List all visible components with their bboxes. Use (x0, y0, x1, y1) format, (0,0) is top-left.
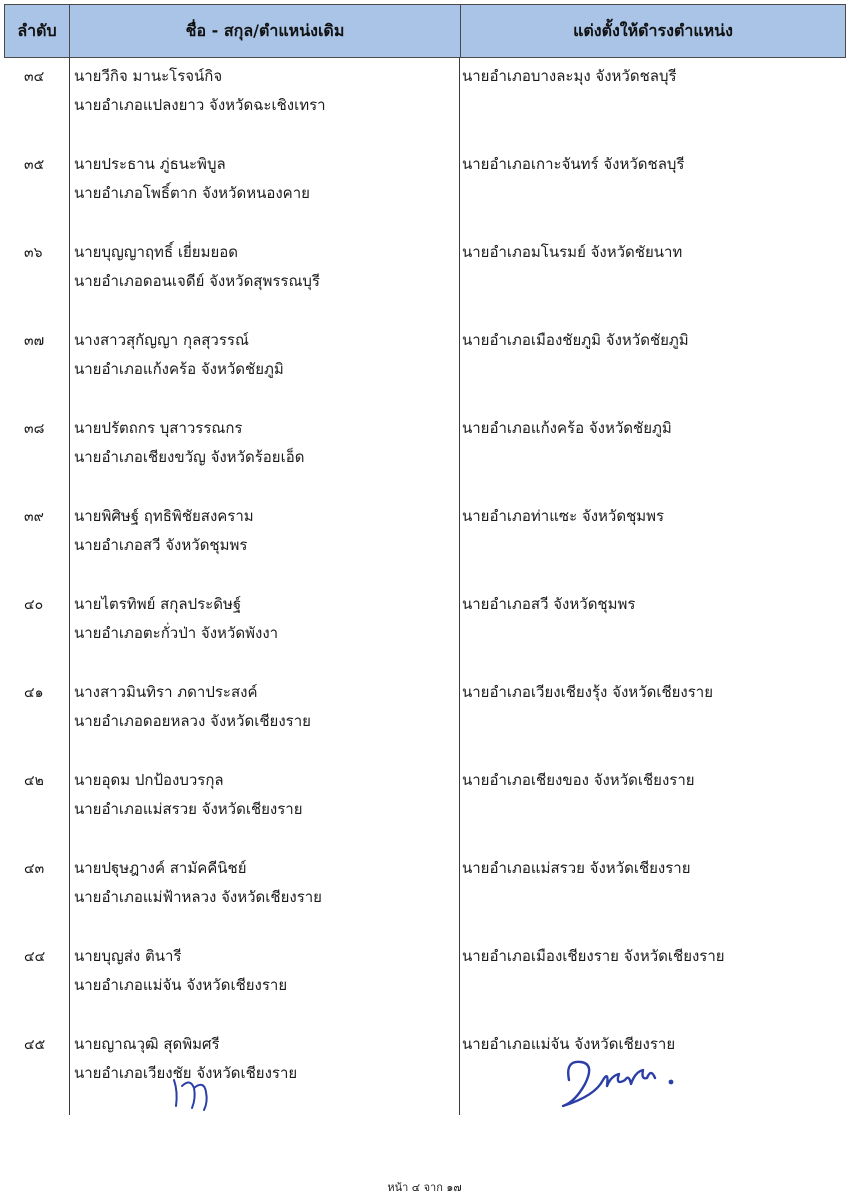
new-position: นายอำเภอสวี จังหวัดชุมพร (462, 595, 636, 613)
row-number: ๔๐ (24, 597, 44, 613)
new-position: นายอำเภอเมืองชัยภูมิ จังหวัดชัยภูมิ (462, 331, 689, 349)
new-position: นายอำเภอเกาะจันทร์ จังหวัดชลบุรี (462, 155, 685, 173)
table-body (0, 62, 849, 1118)
table-row (0, 150, 849, 238)
person-name: นายปฐุษฎางค์ สามัคคีนิชย์ (74, 859, 247, 877)
table-row (0, 854, 849, 942)
official-signature (555, 1050, 685, 1112)
old-position: นายอำเภอดอยหลวง จังหวัดเชียงราย (74, 712, 311, 730)
old-position: นายอำเภอแม่สรวย จังหวัดเชียงราย (74, 800, 303, 818)
table-row (0, 678, 849, 766)
table-header (4, 4, 846, 58)
initials-signature (160, 1066, 230, 1112)
row-number: ๓๙ (24, 509, 44, 525)
new-position: นายอำเภอแม่สรวย จังหวัดเชียงราย (462, 859, 691, 877)
row-number: ๓๕ (24, 157, 45, 173)
old-position: นายอำเภอตะกั่วป่า จังหวัดพังงา (74, 624, 279, 642)
person-name: นายประธาน ภู่ธนะพิบูล (74, 155, 226, 173)
new-position: นายอำเภอเวียงเชียงรุ้ง จังหวัดเชียงราย (462, 683, 714, 701)
table-row (0, 502, 849, 590)
new-position: นายอำเภอเมืองเชียงราย จังหวัดเชียงราย (462, 947, 725, 965)
new-position: นายอำเภอแม่จัน จังหวัดเชียงราย (462, 1035, 676, 1053)
table-row (0, 62, 849, 150)
header-name: ชื่อ - สกุล/ตำแหน่งเดิม (70, 5, 461, 57)
table-row (0, 942, 849, 1030)
new-position: นายอำเภอบางละมุง จังหวัดชลบุรี (462, 67, 677, 85)
row-number: ๓๔ (24, 69, 45, 85)
old-position: นายอำเภอแปลงยาว จังหวัดฉะเชิงเทรา (74, 96, 326, 114)
header-new-position: แต่งตั้งให้ดำรงตำแหน่ง (573, 20, 733, 40)
old-position: นายอำเภอโพธิ์ตาก จังหวัดหนองคาย (74, 184, 310, 202)
person-name: นายไตรทิพย์ สกุลประดิษฐ์ (74, 595, 242, 613)
new-position: นายอำเภอมโนรมย์ จังหวัดชัยนาท (462, 243, 683, 261)
new-position: นายอำเภอเชียงของ จังหวัดเชียงราย (462, 771, 695, 789)
table-row (0, 590, 849, 678)
row-number: ๓๗ (24, 333, 45, 349)
row-number: ๓๖ (24, 245, 43, 261)
person-name: นายวีกิจ มานะโรจน์กิจ (74, 67, 223, 85)
person-name: นายปรัตถกร บุสาวรรณกร (74, 419, 243, 437)
table-row (0, 414, 849, 502)
new-position: นายอำเภอท่าแซะ จังหวัดชุมพร (462, 507, 665, 525)
header-order: ลำดับ (5, 5, 70, 57)
row-number: ๔๕ (24, 1037, 46, 1053)
person-name: นายพิศิษฐ์ ฤทธิพิชัยสงคราม (74, 507, 254, 525)
table-row (0, 1030, 849, 1118)
row-number: ๔๔ (24, 949, 46, 965)
old-position: นายอำเภอสวี จังหวัดชุมพร (74, 536, 248, 554)
person-name: นายญาณวุฒิ สุดพิมศรี (74, 1035, 220, 1053)
row-number: ๓๘ (24, 421, 45, 437)
old-position: นายอำเภอแก้งคร้อ จังหวัดชัยภูมิ (74, 360, 284, 378)
row-number: ๔๑ (24, 685, 44, 701)
person-name: นายอุดม ปกป้องบวรกุล (74, 771, 224, 789)
table-row (0, 326, 849, 414)
person-name: นางสาวสุกัญญา กุลสุวรรณ์ (74, 331, 249, 349)
table-row (0, 766, 849, 854)
person-name: นายบุญส่ง ตินารี (74, 947, 182, 965)
old-position: นายอำเภอเวียงชัย จังหวัดเชียงราย (74, 1064, 298, 1082)
page-number: หน้า ๔ จาก ๑๗ (387, 1181, 462, 1194)
old-position: นายอำเภอเชียงขวัญ จังหวัดร้อยเอ็ด (74, 448, 305, 466)
old-position: นายอำเภอแม่ฟ้าหลวง จังหวัดเชียงราย (74, 888, 322, 906)
new-position: นายอำเภอแก้งคร้อ จังหวัดชัยภูมิ (462, 419, 672, 437)
person-name: นายบุญญาฤทธิ์ เยี่ยมยอด (74, 243, 238, 261)
row-number: ๔๓ (24, 861, 45, 877)
row-number: ๔๒ (24, 773, 44, 789)
old-position: นายอำเภอดอนเจดีย์ จังหวัดสุพรรณบุรี (74, 272, 320, 290)
person-name: นางสาวมินทิรา ภดาประสงค์ (74, 683, 258, 701)
table-row (0, 238, 849, 326)
old-position: นายอำเภอแม่จัน จังหวัดเชียงราย (74, 976, 288, 994)
